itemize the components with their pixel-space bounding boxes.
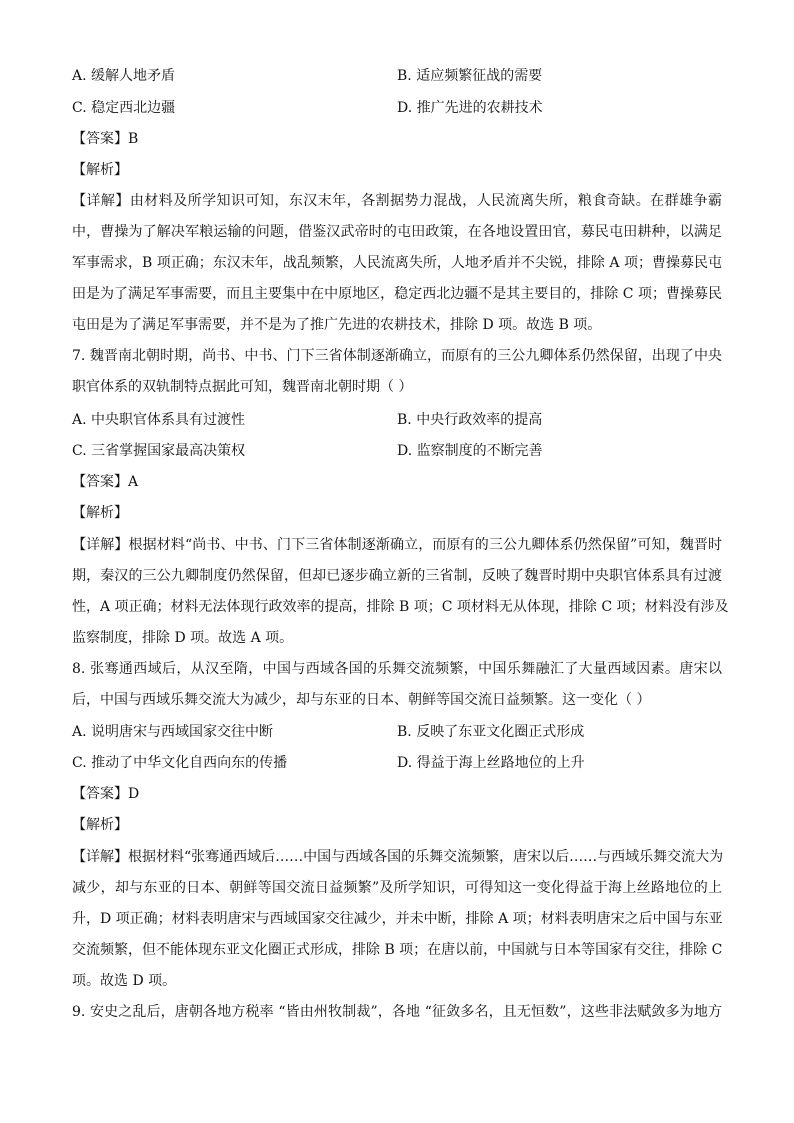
q8-option-d: D. 得益于海上丝路地位的上升	[397, 755, 585, 771]
q8-stem-line: 8. 张骞通西域后，从汉至隋，中国与西域各国的乐舞交流频繁，中国乐舞融汇了大量西域因素。唐宋以	[72, 661, 722, 677]
q8-detail-line: 交流频繁，但不能体现东亚文化圈正式形成，排除 B 项；在唐以前，中国就与日本等国家有交往，排除 C	[72, 942, 723, 958]
q6-option-a: A. 缓解人地矛盾	[72, 68, 176, 84]
q7-option-d: D. 监察制度的不断完善	[397, 443, 543, 459]
q8-option-a: A. 说明唐宋与西域国家交往中断	[72, 724, 274, 740]
q6-detail-line: 军事需求，B 项正确；东汉末年，战乱频繁，人民流离失所，人地矛盾并不尖锐，排除 A 项；曹操募民屯	[72, 255, 722, 271]
q6-detail-line: 中，曹操为了解决军粮运输的问题，借鉴汉武帝时的屯田政策，在各地设置田官，募民屯田耕种，以满足	[72, 224, 722, 240]
q6-detail-line: 【详解】由材料及所学知识可知，东汉末年，各割据势力混战，人民流离失所，粮食奇缺。在群雄争霸	[72, 193, 722, 209]
q8-detail-line: 减少，却与东亚的日本、朝鲜等国交流日益频繁”及所学知识，可得知这一变化得益于海上丝路地位的上	[72, 880, 722, 896]
q7-detail-line: 性，A 项正确；材料无法体现行政效率的提高，排除 B 项；C 项材料无从体现，排除 C 项；材料没有涉及	[72, 599, 729, 615]
q7-stem-line: 7. 魏晋南北朝时期，尚书、中书、门下三省体制逐渐确立，而原有的三公九卿体系仍然保留，出现了中央	[72, 348, 722, 364]
q8-answer: 【答案】D	[72, 786, 140, 802]
q7-option-a: A. 中央职官体系具有过渡性	[72, 412, 246, 428]
q6-analysis-heading: 【解析】	[72, 162, 128, 178]
q7-option-c: C. 三省掌握国家最高决策权	[72, 443, 246, 459]
q7-analysis-heading: 【解析】	[72, 505, 128, 521]
q7-option-b: B. 中央行政效率的提高	[397, 412, 543, 428]
q8-detail-line: 项。故选 D 项。	[72, 973, 177, 989]
q6-option-b: B. 适应频繁征战的需要	[397, 68, 543, 84]
q7-stem-line: 职官体系的双轨制特点据此可知，魏晋南北朝时期（ ）	[72, 379, 413, 395]
q7-answer: 【答案】A	[72, 474, 139, 490]
q7-detail-line: 【详解】根据材料“尚书、中书、门下三省体制逐渐确立，而原有的三公九卿体系仍然保留”可知，魏晋时	[72, 537, 722, 553]
q8-detail-line: 升，D 项正确；材料表明唐宋与西域国家交往减少，并未中断，排除 A 项；材料表明唐宋之后中国与东亚	[72, 911, 723, 927]
q9-stem-line: 9. 安史之乱后，唐朝各地方税率 “皆由州牧制裁”，各地 “征敛多名，且无恒数”，这些非法赋敛多为地方	[72, 1004, 722, 1020]
q8-detail-line: 【详解】根据材料“张骞通西域后……中国与西域各国的乐舞交流频繁，唐宋以后……与西域乐舞交流大为	[72, 849, 724, 865]
q7-detail-line: 期，秦汉的三公九卿制度仍然保留，但却已逐步确立新的三省制，反映了魏晋时期中央职官体系具有过渡	[72, 568, 722, 584]
q8-option-b: B. 反映了东亚文化圈正式形成	[397, 724, 585, 740]
q6-detail-line: 田是为了满足军事需要，而且主要集中在中原地区，稳定西北边疆不是其主要目的，排除 C 项；曹操募民	[72, 286, 722, 302]
q8-analysis-heading: 【解析】	[72, 817, 128, 833]
q6-answer: 【答案】B	[72, 131, 139, 147]
q7-detail-line: 监察制度，排除 D 项。故选 A 项。	[72, 630, 294, 646]
q8-option-c: C. 推动了中华文化自西向东的传播	[72, 755, 288, 771]
q8-stem-line: 后，中国与西域乐舞交流大为减少，却与东亚的日本、朝鲜等国交流日益频繁。这一变化（ ）	[72, 692, 651, 708]
q6-detail-line: 屯田是为了满足军事需要，并不是为了推广先进的农耕技术，排除 D 项。故选 B 项。	[72, 317, 602, 333]
q6-option-d: D. 推广先进的农耕技术	[397, 100, 543, 116]
q6-option-c: C. 稳定西北边疆	[72, 100, 176, 116]
